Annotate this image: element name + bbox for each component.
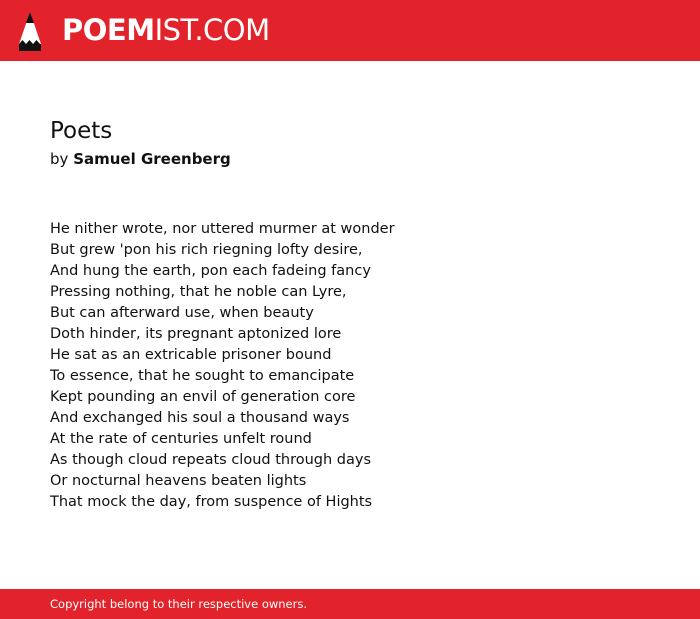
poem-line: But can afterward use, when beauty xyxy=(50,305,314,321)
poem-line: And exchanged his soul a thousand ways xyxy=(50,410,350,426)
copyright-text: Copyright belong to their respective owners. xyxy=(50,597,308,611)
poem-line: To essence, that he sought to emancipate xyxy=(50,368,355,384)
poem-line: But grew 'pon his rich riegning lofty desire, xyxy=(50,242,363,258)
site-header xyxy=(0,0,700,61)
poem-line: Kept pounding an envil of generation core xyxy=(50,389,356,405)
logo-text-bold: POEM xyxy=(62,13,155,47)
site-footer xyxy=(0,589,700,619)
poem-line: That mock the day, from suspence of Hights xyxy=(50,494,373,510)
poem-line: Pressing nothing, that he noble can Lyre, xyxy=(50,284,347,300)
site-logo[interactable] xyxy=(62,13,270,47)
poem-line: Doth hinder, its pregnant aptonized lore xyxy=(50,326,342,342)
poem-line: He sat as an extricable prisoner bound xyxy=(50,347,332,363)
poem-byline xyxy=(50,149,231,169)
poem-title: Poets xyxy=(50,118,113,144)
byline-label: by xyxy=(50,150,69,168)
poem-line: And hung the earth, pon each fadeing fancy xyxy=(50,263,371,279)
poem-line: He nither wrote, nor uttered murmer at wonder xyxy=(50,221,395,237)
pencil-icon[interactable] xyxy=(18,11,42,51)
poem-author: Samuel Greenberg xyxy=(73,150,231,168)
poem-body xyxy=(50,219,395,513)
poem-line: At the rate of centuries unfelt round xyxy=(50,431,312,447)
logo-text-light: IST.COM xyxy=(154,13,270,47)
poem-line: As though cloud repeats cloud through days xyxy=(50,452,372,468)
poem-line: Or nocturnal heavens beaten lights xyxy=(50,473,307,489)
